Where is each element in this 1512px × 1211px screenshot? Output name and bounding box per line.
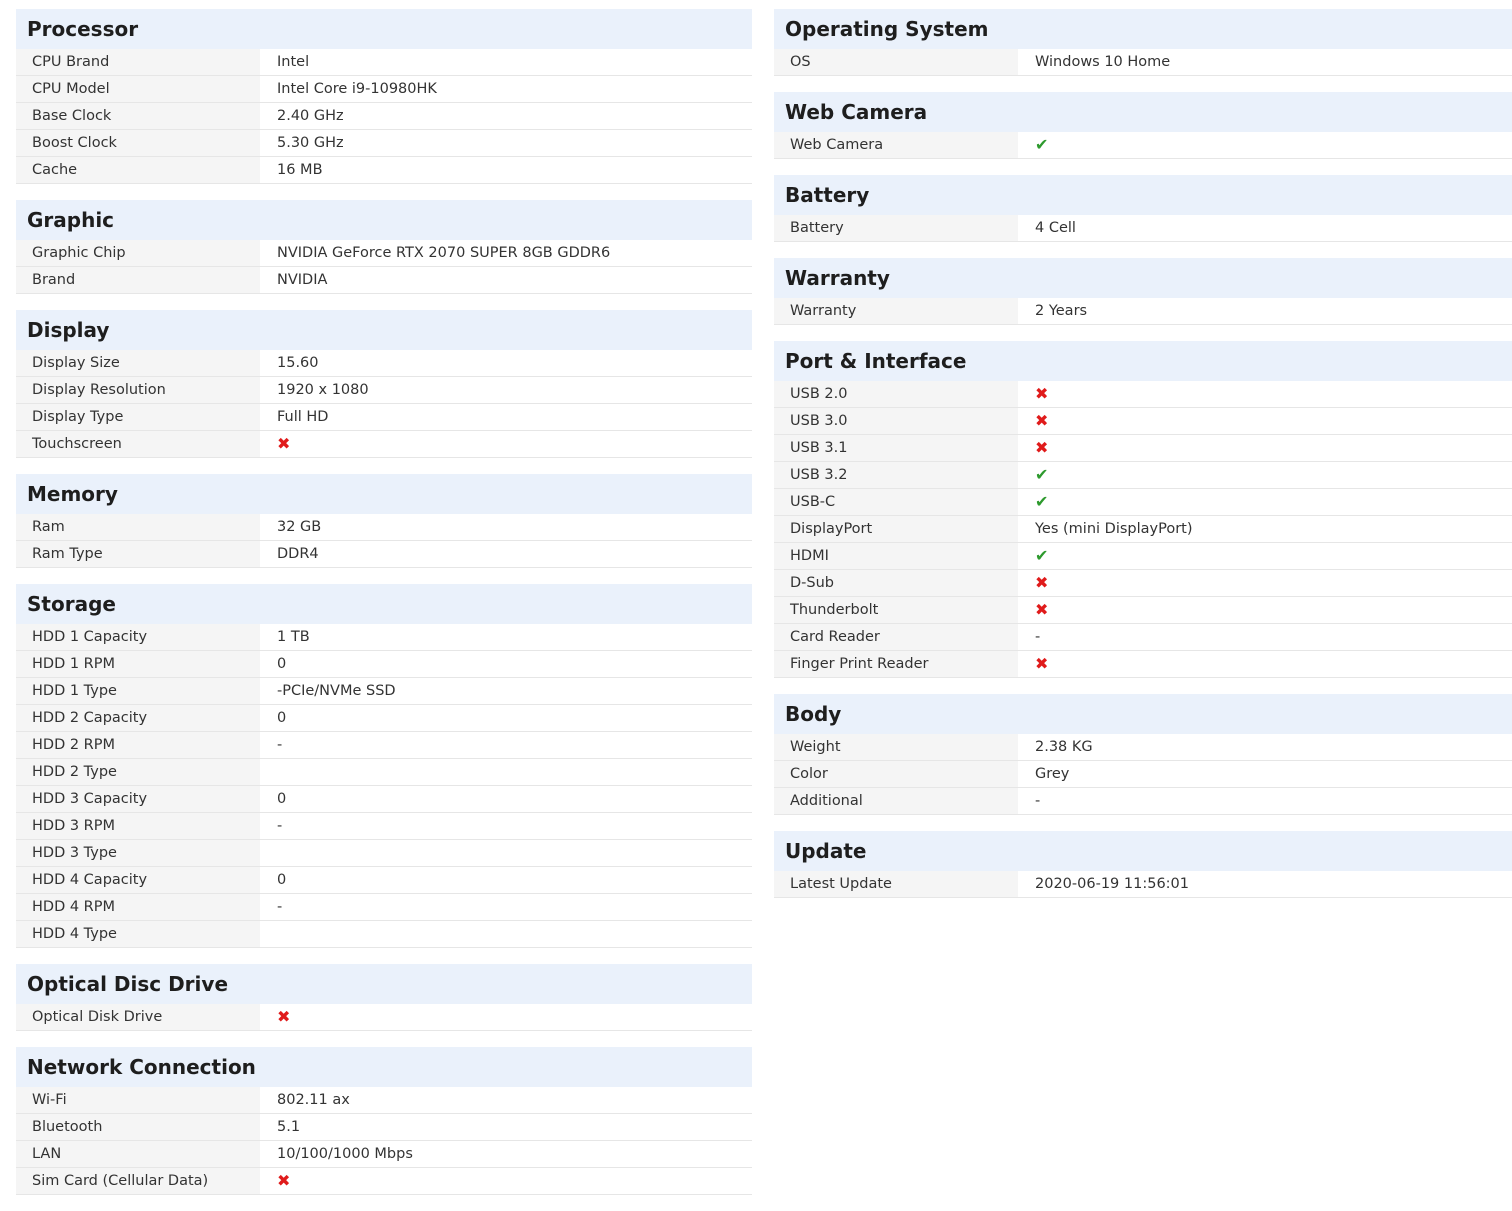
- section-warranty: [774, 258, 1512, 325]
- section-network-connection: [16, 1047, 752, 1195]
- section-optical-disc-drive: [16, 964, 752, 1031]
- section-title: Processor: [16, 9, 752, 49]
- spec-value: 1920 x 1080: [260, 377, 752, 403]
- spec-row-hdd-2-rpm: [16, 732, 752, 759]
- spec-value: Intel Core i9-10980HK: [260, 76, 752, 102]
- spec-value: -: [1018, 788, 1512, 814]
- spec-row-display-size: [16, 350, 752, 377]
- spec-row-thunderbolt: [774, 597, 1512, 624]
- spec-label: Finger Print Reader: [774, 651, 1018, 677]
- spec-row-latest-update: [774, 871, 1512, 898]
- spec-row-touchscreen: [16, 431, 752, 458]
- spec-row-usb-c: [774, 489, 1512, 516]
- section-battery: [774, 175, 1512, 242]
- spec-row-lan: [16, 1141, 752, 1168]
- spec-value: [260, 759, 752, 785]
- spec-row-ram: [16, 514, 752, 541]
- spec-row-usb-2-0: [774, 381, 1512, 408]
- spec-value: [260, 1168, 752, 1194]
- spec-label: Optical Disk Drive: [16, 1004, 260, 1030]
- spec-value: 2.38 KG: [1018, 734, 1512, 760]
- spec-row-hdd-4-capacity: [16, 867, 752, 894]
- spec-label: USB 3.1: [774, 435, 1018, 461]
- spec-value: NVIDIA GeForce RTX 2070 SUPER 8GB GDDR6: [260, 240, 752, 266]
- spec-value: [1018, 570, 1512, 596]
- spec-label: Ram Type: [16, 541, 260, 567]
- spec-label: Display Resolution: [16, 377, 260, 403]
- spec-value: [1018, 651, 1512, 677]
- spec-label: CPU Model: [16, 76, 260, 102]
- spec-value: 0: [260, 867, 752, 893]
- section-title: Storage: [16, 584, 752, 624]
- section-title: Optical Disc Drive: [16, 964, 752, 1004]
- spec-label: Display Size: [16, 350, 260, 376]
- spec-row-ram-type: [16, 541, 752, 568]
- spec-label: Base Clock: [16, 103, 260, 129]
- spec-row-hdd-2-capacity: [16, 705, 752, 732]
- spec-row-bluetooth: [16, 1114, 752, 1141]
- spec-label: Latest Update: [774, 871, 1018, 897]
- spec-row-hdmi: [774, 543, 1512, 570]
- spec-value: [1018, 543, 1512, 569]
- spec-row-optical-disk-drive: [16, 1004, 752, 1031]
- spec-value: 0: [260, 705, 752, 731]
- section-title: Warranty: [774, 258, 1512, 298]
- spec-value: DDR4: [260, 541, 752, 567]
- spec-row-displayport: [774, 516, 1512, 543]
- section-title: Update: [774, 831, 1512, 871]
- spec-row-finger-print-reader: [774, 651, 1512, 678]
- spec-value: 0: [260, 651, 752, 677]
- cross-icon: ✖: [1035, 384, 1049, 403]
- spec-row-additional: [774, 788, 1512, 815]
- spec-label: Display Type: [16, 404, 260, 430]
- spec-value: [260, 1004, 752, 1030]
- spec-row-card-reader: [774, 624, 1512, 651]
- spec-value: [260, 431, 752, 457]
- section-display: [16, 310, 752, 458]
- spec-value: 1 TB: [260, 624, 752, 650]
- spec-value: -: [260, 732, 752, 758]
- spec-row-hdd-1-type: [16, 678, 752, 705]
- cross-icon: ✖: [1035, 438, 1049, 457]
- spec-row-brand: [16, 267, 752, 294]
- spec-row-os: [774, 49, 1512, 76]
- check-icon: ✔: [1035, 546, 1049, 565]
- spec-label: HDD 4 Capacity: [16, 867, 260, 893]
- spec-label: HDD 2 Capacity: [16, 705, 260, 731]
- spec-label: Bluetooth: [16, 1114, 260, 1140]
- spec-value: -PCIe/NVMe SSD: [260, 678, 752, 704]
- spec-value: [1018, 489, 1512, 515]
- spec-value: 5.1: [260, 1114, 752, 1140]
- section-title: Network Connection: [16, 1047, 752, 1087]
- spec-row-display-type: [16, 404, 752, 431]
- spec-label: Wi-Fi: [16, 1087, 260, 1113]
- spec-row-hdd-1-capacity: [16, 624, 752, 651]
- spec-label: Touchscreen: [16, 431, 260, 457]
- check-icon: ✔: [1035, 492, 1049, 511]
- spec-label: Brand: [16, 267, 260, 293]
- section-memory: [16, 474, 752, 568]
- spec-value: 2020-06-19 11:56:01: [1018, 871, 1512, 897]
- spec-row-usb-3-2: [774, 462, 1512, 489]
- spec-value: 2 Years: [1018, 298, 1512, 324]
- spec-row-hdd-4-type: [16, 921, 752, 948]
- spec-row-hdd-4-rpm: [16, 894, 752, 921]
- spec-value: Windows 10 Home: [1018, 49, 1512, 75]
- spec-value: 10/100/1000 Mbps: [260, 1141, 752, 1167]
- spec-row-cpu-brand: [16, 49, 752, 76]
- section-title: Display: [16, 310, 752, 350]
- spec-row-usb-3-1: [774, 435, 1512, 462]
- spec-label: Web Camera: [774, 132, 1018, 158]
- right-spec-column: [774, 0, 1512, 914]
- spec-value: 2.40 GHz: [260, 103, 752, 129]
- spec-row-wi-fi: [16, 1087, 752, 1114]
- spec-value: 32 GB: [260, 514, 752, 540]
- spec-label: USB 2.0: [774, 381, 1018, 407]
- spec-value: 16 MB: [260, 157, 752, 183]
- cross-icon: ✖: [1035, 600, 1049, 619]
- spec-label: Boost Clock: [16, 130, 260, 156]
- section-title: Graphic: [16, 200, 752, 240]
- spec-value: [260, 840, 752, 866]
- spec-label: HDMI: [774, 543, 1018, 569]
- spec-value: -: [260, 894, 752, 920]
- spec-label: OS: [774, 49, 1018, 75]
- spec-row-d-sub: [774, 570, 1512, 597]
- section-title: Operating System: [774, 9, 1512, 49]
- spec-row-hdd-3-capacity: [16, 786, 752, 813]
- spec-row-cache: [16, 157, 752, 184]
- spec-label: Warranty: [774, 298, 1018, 324]
- cross-icon: ✖: [277, 1171, 291, 1190]
- spec-label: Additional: [774, 788, 1018, 814]
- spec-row-usb-3-0: [774, 408, 1512, 435]
- spec-row-hdd-1-rpm: [16, 651, 752, 678]
- spec-value: Full HD: [260, 404, 752, 430]
- spec-value: [1018, 408, 1512, 434]
- section-graphic: [16, 200, 752, 294]
- spec-label: Sim Card (Cellular Data): [16, 1168, 260, 1194]
- spec-value: 802.11 ax: [260, 1087, 752, 1113]
- spec-value: NVIDIA: [260, 267, 752, 293]
- spec-value: -: [1018, 624, 1512, 650]
- spec-label: USB 3.0: [774, 408, 1018, 434]
- cross-icon: ✖: [1035, 411, 1049, 430]
- section-title: Port & Interface: [774, 341, 1512, 381]
- spec-row-warranty: [774, 298, 1512, 325]
- spec-row-boost-clock: [16, 130, 752, 157]
- section-update: [774, 831, 1512, 898]
- spec-label: HDD 2 RPM: [16, 732, 260, 758]
- section-title: Web Camera: [774, 92, 1512, 132]
- cross-icon: ✖: [1035, 654, 1049, 673]
- spec-row-battery: [774, 215, 1512, 242]
- spec-label: USB-C: [774, 489, 1018, 515]
- cross-icon: ✖: [277, 1007, 291, 1026]
- spec-value: [1018, 597, 1512, 623]
- spec-label: DisplayPort: [774, 516, 1018, 542]
- spec-label: USB 3.2: [774, 462, 1018, 488]
- spec-value: [260, 921, 752, 947]
- spec-label: HDD 4 Type: [16, 921, 260, 947]
- spec-row-web-camera: [774, 132, 1512, 159]
- spec-label: HDD 1 Capacity: [16, 624, 260, 650]
- spec-value: [1018, 132, 1512, 158]
- section-processor: [16, 9, 752, 184]
- spec-label: Thunderbolt: [774, 597, 1018, 623]
- spec-label: D-Sub: [774, 570, 1018, 596]
- spec-row-weight: [774, 734, 1512, 761]
- spec-label: HDD 3 RPM: [16, 813, 260, 839]
- spec-label: Card Reader: [774, 624, 1018, 650]
- spec-value: 5.30 GHz: [260, 130, 752, 156]
- spec-row-hdd-3-rpm: [16, 813, 752, 840]
- check-icon: ✔: [1035, 135, 1049, 154]
- section-title: Battery: [774, 175, 1512, 215]
- spec-label: Battery: [774, 215, 1018, 241]
- left-spec-column: [16, 0, 752, 1211]
- spec-row-hdd-2-type: [16, 759, 752, 786]
- spec-label: HDD 1 Type: [16, 678, 260, 704]
- spec-label: CPU Brand: [16, 49, 260, 75]
- section-title: Body: [774, 694, 1512, 734]
- spec-label: HDD 4 RPM: [16, 894, 260, 920]
- spec-value: [1018, 381, 1512, 407]
- section-storage: [16, 584, 752, 948]
- section-title: Memory: [16, 474, 752, 514]
- section-web-camera: [774, 92, 1512, 159]
- spec-value: Yes (mini DisplayPort): [1018, 516, 1512, 542]
- spec-value: 4 Cell: [1018, 215, 1512, 241]
- spec-row-color: [774, 761, 1512, 788]
- spec-row-display-resolution: [16, 377, 752, 404]
- spec-row-graphic-chip: [16, 240, 752, 267]
- spec-label: Graphic Chip: [16, 240, 260, 266]
- spec-label: Color: [774, 761, 1018, 787]
- section-body: [774, 694, 1512, 815]
- spec-row-hdd-3-type: [16, 840, 752, 867]
- spec-label: LAN: [16, 1141, 260, 1167]
- spec-label: HDD 3 Capacity: [16, 786, 260, 812]
- spec-value: 15.60: [260, 350, 752, 376]
- spec-value: 0: [260, 786, 752, 812]
- spec-label: HDD 1 RPM: [16, 651, 260, 677]
- spec-label: Cache: [16, 157, 260, 183]
- spec-row-base-clock: [16, 103, 752, 130]
- spec-value: -: [260, 813, 752, 839]
- section-operating-system: [774, 9, 1512, 76]
- spec-label: Weight: [774, 734, 1018, 760]
- cross-icon: ✖: [1035, 573, 1049, 592]
- section-port-interface: [774, 341, 1512, 678]
- spec-label: HDD 3 Type: [16, 840, 260, 866]
- spec-value: [1018, 462, 1512, 488]
- spec-value: Grey: [1018, 761, 1512, 787]
- spec-value: [1018, 435, 1512, 461]
- spec-row-cpu-model: [16, 76, 752, 103]
- cross-icon: ✖: [277, 434, 291, 453]
- spec-label: Ram: [16, 514, 260, 540]
- spec-value: Intel: [260, 49, 752, 75]
- spec-label: HDD 2 Type: [16, 759, 260, 785]
- check-icon: ✔: [1035, 465, 1049, 484]
